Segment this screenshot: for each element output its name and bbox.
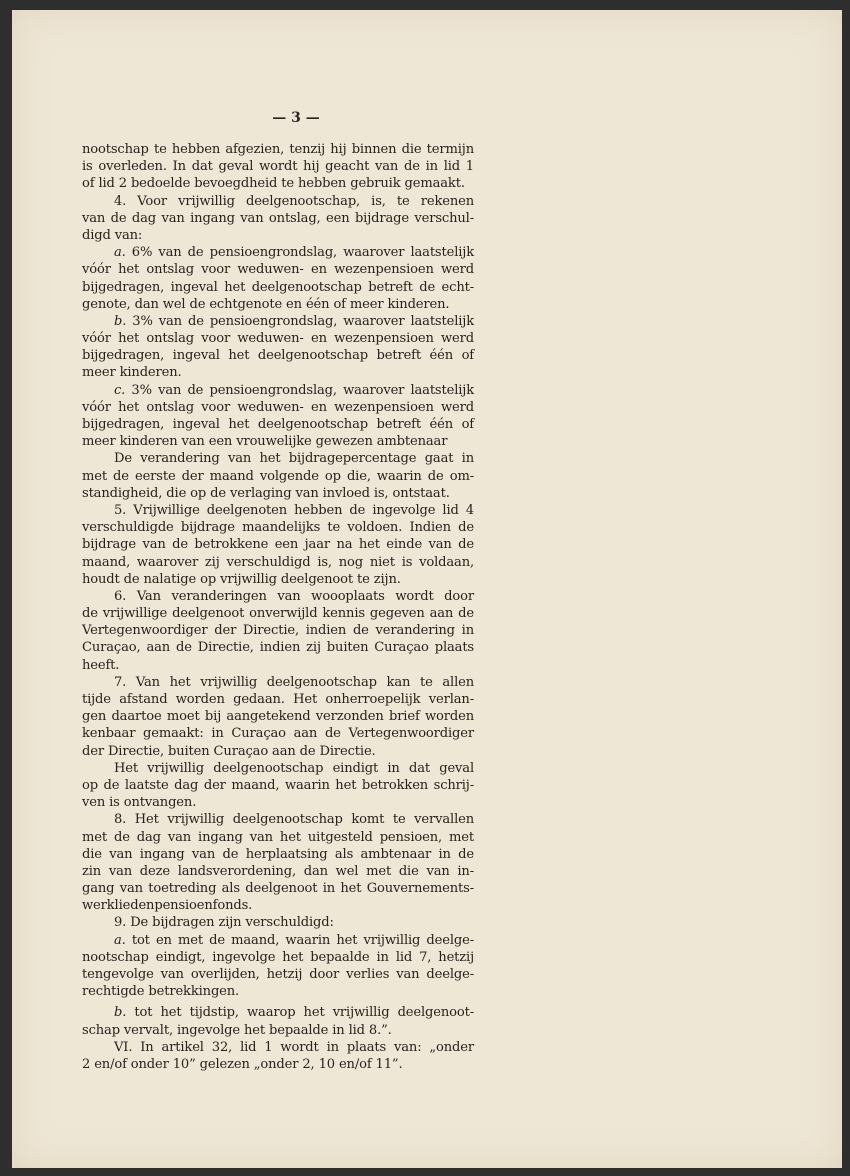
text-line: a. tot en met de maand, waarin het vrijwillig deelge- <box>114 932 474 948</box>
text-line: rechtigde betrekkingen. <box>82 984 240 1000</box>
text-line: VI. In artikel 32, lid 1 wordt in plaats van: „onder <box>114 1039 474 1055</box>
text-line: is overleden. In dat geval wordt hij geacht van de in lid 1 <box>82 159 474 175</box>
text-line: of lid 2 bedoelde bevoegdheid te hebben gebruik gemaakt. <box>82 176 465 192</box>
text-line: zin van deze landsverordening, dan wel met die van in- <box>82 863 474 879</box>
text-line: 5. Vrijwillige deelgenoten hebben de ingevolge lid 4 <box>114 502 474 518</box>
body-text <box>82 141 474 1073</box>
text-line: nootschap te hebben afgezien, tenzij hij binnen die termijn <box>82 142 474 157</box>
text-line: bijdrage van de betrokkene een jaar na het einde van de <box>82 537 474 553</box>
text-line: der Directie, buiten Curaçao aan de Directie. <box>82 743 376 759</box>
text-line: met de eerste der maand volgende op die, waarin de om- <box>82 468 474 484</box>
page-number: — 3 — <box>272 110 320 126</box>
document-page <box>12 10 842 1168</box>
text-line: van de dag van ingang van ontslag, een bijdrage verschul- <box>82 210 474 226</box>
text-line: meer kinderen van een vrouwelijke gewezen ambtenaar <box>82 434 448 450</box>
text-line: 6. Van veranderingen van woooplaats wordt door <box>114 588 474 604</box>
text-line: 8. Het vrijwillig deelgenootschap komt te vervallen <box>114 812 474 828</box>
text-line: gang van toetreding als deelgenoot in het Gouvernements- <box>82 881 474 897</box>
text-line: tengevolge van overlijden, hetzij door verlies van deelge- <box>82 967 474 982</box>
text-line: met de dag van ingang van het uitgesteld pensioen, met <box>82 829 474 845</box>
text-line: meer kinderen. <box>82 365 182 381</box>
text-line: c. 3% van de pensioengrondslag, waarover laatstelijk <box>114 382 474 398</box>
text-line: Vertegenwoordiger der Directie, indien de verandering in <box>82 623 474 639</box>
text-line: vóór het ontslag voor weduwen- en wezenpensioen werd <box>82 262 474 278</box>
text-line: b. tot het tijdstip, waarop het vrijwillig deelgenoot- <box>114 1005 474 1021</box>
text-line: bijgedragen, ingeval het deelgenootschap betreft één of <box>82 348 474 364</box>
text-line: bijgedragen, ingeval het deelgenootschap betreft de echt- <box>82 279 474 295</box>
text-line: houdt de nalatige op vrijwillig deelgenoot te zijn. <box>82 571 401 587</box>
text-line: schap vervalt, ingevolge het bepaalde in lid 8.”. <box>82 1022 392 1038</box>
text-line: De verandering van het bijdragepercentage gaat in <box>114 451 474 467</box>
text-line: Het vrijwillig deelgenootschap eindigt in dat geval <box>114 760 474 776</box>
text-line: b. 3% van de pensioengrondslag, waarover laatstelijk <box>114 313 474 329</box>
text-line: ven is ontvangen. <box>82 795 197 811</box>
text-line: genote, dan wel de echtgenote en één of meer kinderen. <box>82 296 450 312</box>
text-line: de vrijwillige deelgenoot onverwijld kennis gegeven aan de <box>82 606 474 622</box>
text-line: heeft. <box>82 657 120 673</box>
text-line: tijde afstand worden gedaan. Het onherroepelijk verlan- <box>82 692 474 707</box>
text-line: vóór het ontslag voor weduwen- en wezenpensioen werd <box>82 399 474 415</box>
text-line: vóór het ontslag voor weduwen- en wezenpensioen werd <box>82 331 474 347</box>
text-line: nootschap eindigt, ingevolge het bepaalde in lid 7, hetzij <box>82 949 474 965</box>
text-line: bijgedragen, ingeval het deelgenootschap betreft één of <box>82 417 474 432</box>
text-line: standigheid, die op de verlaging van invloed is, ontstaat. <box>82 485 450 501</box>
text-line: 9. De bijdragen zijn verschuldigd: <box>114 915 334 931</box>
text-line: 7. Van het vrijwillig deelgenootschap kan te allen <box>114 674 474 690</box>
text-line: verschuldigde bijdrage maandelijks te voldoen. Indien de <box>82 520 474 536</box>
text-line: die van ingang van de herplaatsing als ambtenaar in de <box>82 846 474 862</box>
text-line: kenbaar gemaakt: in Curaçao aan de Vertegenwoordiger <box>82 726 474 742</box>
text-line: op de laatste dag der maand, waarin het betrokken schrij- <box>82 777 474 793</box>
text-line: digd van: <box>82 227 143 243</box>
text-line: werkliedenpensioenfonds. <box>82 898 253 914</box>
text-line: gen daartoe moet bij aangetekend verzonden brief worden <box>82 709 474 725</box>
text-line: 4. Voor vrijwillig deelgenootschap, is, te rekenen <box>114 193 474 209</box>
text-line: Curaçao, aan de Directie, indien zij buiten Curaçao plaats <box>82 640 474 656</box>
text-line: 2 en/of onder 10” gelezen „onder 2, 10 en/of 11”. <box>82 1056 403 1072</box>
text-line: maand, waarover zij verschuldigd is, nog niet is voldaan, <box>82 554 474 570</box>
text-line: a. 6% van de pensioengrondslag, waarover laatstelijk <box>114 245 474 261</box>
